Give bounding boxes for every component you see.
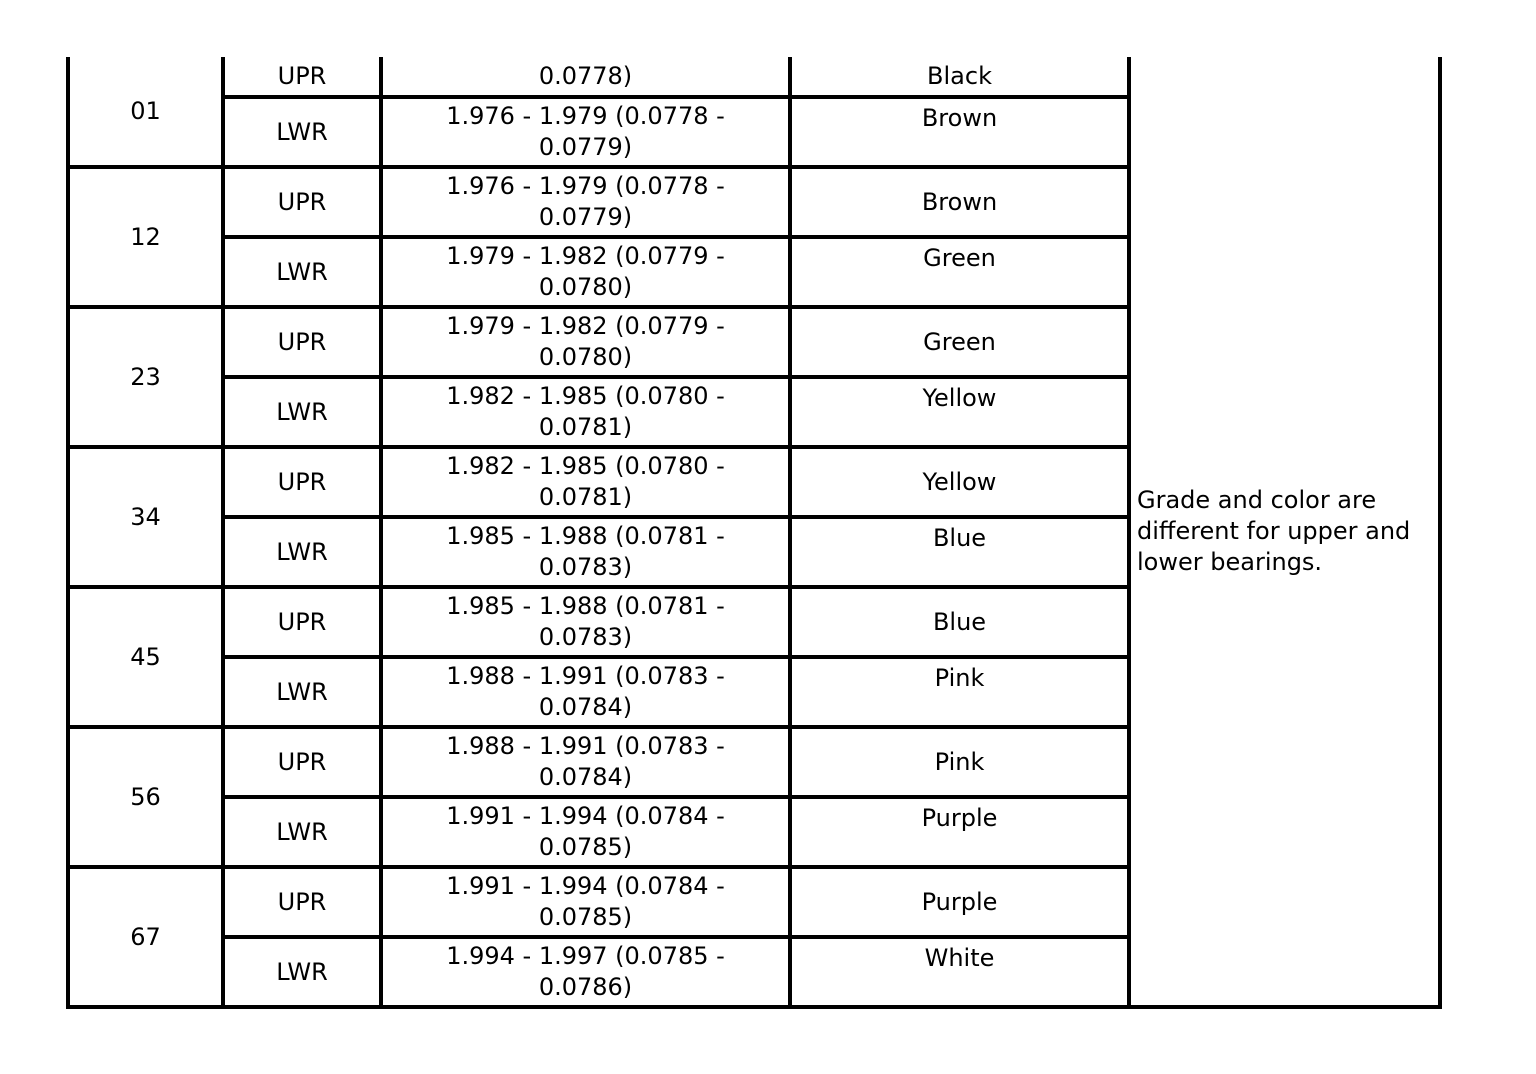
grade-cell: 45 xyxy=(68,587,223,727)
color-cell: Black xyxy=(790,57,1129,97)
color-cell: Pink xyxy=(790,657,1129,727)
position-cell: UPR xyxy=(223,867,381,937)
thickness-cell xyxy=(381,587,790,657)
thickness-text: 1.991 - 1.994 (0.0784 - 0.0785) xyxy=(446,802,725,861)
thickness-cell xyxy=(381,937,790,1007)
position-cell: LWR xyxy=(223,377,381,447)
thickness-cell xyxy=(381,867,790,937)
grade-cell: 12 xyxy=(68,167,223,307)
thickness-text: 1.982 - 1.985 (0.0780 - 0.0781) xyxy=(446,382,725,441)
thickness-text: 1.988 - 1.991 (0.0783 - 0.0784) xyxy=(446,732,725,791)
thickness-cell xyxy=(381,307,790,377)
position-cell: LWR xyxy=(223,97,381,167)
thickness-cell xyxy=(381,797,790,867)
grade-cell: 23 xyxy=(68,307,223,447)
grade-cell: 01 xyxy=(68,57,223,167)
thickness-text: 1.985 - 1.988 (0.0781 - 0.0783) xyxy=(446,522,725,581)
thickness-text: 1.988 - 1.991 (0.0783 - 0.0784) xyxy=(446,662,725,721)
thickness-text: 1.982 - 1.985 (0.0780 - 0.0781) xyxy=(446,452,725,511)
remark-cell: Grade and color are different for upper and lower bearings. xyxy=(1129,57,1440,1007)
grade-cell: 67 xyxy=(68,867,223,1007)
position-cell: UPR xyxy=(223,587,381,657)
position-cell: UPR xyxy=(223,57,381,97)
thickness-cell xyxy=(381,657,790,727)
thickness-text: 1.994 - 1.997 (0.0785 - 0.0786) xyxy=(446,942,725,1001)
thickness-cell xyxy=(381,727,790,797)
thickness-text: 1.979 - 1.982 (0.0779 - 0.0780) xyxy=(446,312,725,371)
color-cell: Pink xyxy=(790,727,1129,797)
color-cell: Green xyxy=(790,237,1129,307)
position-cell: LWR xyxy=(223,517,381,587)
thickness-cell xyxy=(381,237,790,307)
color-cell: Yellow xyxy=(790,377,1129,447)
position-cell: LWR xyxy=(223,937,381,1007)
thickness-text: 1.976 - 1.979 (0.0778 - 0.0779) xyxy=(446,102,725,161)
color-cell: White xyxy=(790,937,1129,1007)
thickness-text: 1.991 - 1.994 (0.0784 - 0.0785) xyxy=(446,872,725,931)
thickness-text: 1.979 - 1.982 (0.0779 - 0.0780) xyxy=(446,242,725,301)
table-row xyxy=(68,57,1440,97)
thickness-cell xyxy=(381,167,790,237)
color-cell: Purple xyxy=(790,867,1129,937)
position-cell: LWR xyxy=(223,237,381,307)
position-cell: UPR xyxy=(223,447,381,517)
grade-cell: 34 xyxy=(68,447,223,587)
color-cell: Blue xyxy=(790,517,1129,587)
position-cell: UPR xyxy=(223,727,381,797)
table-body xyxy=(68,57,1440,1007)
thickness-text: 0.0778) xyxy=(538,61,633,90)
position-cell: UPR xyxy=(223,167,381,237)
position-cell: LWR xyxy=(223,657,381,727)
position-cell: LWR xyxy=(223,797,381,867)
color-cell: Yellow xyxy=(790,447,1129,517)
thickness-cell xyxy=(381,447,790,517)
thickness-text: 1.976 - 1.979 (0.0778 - 0.0779) xyxy=(446,172,725,231)
thickness-text: 1.985 - 1.988 (0.0781 - 0.0783) xyxy=(446,592,725,651)
grade-cell: 56 xyxy=(68,727,223,867)
color-cell: Blue xyxy=(790,587,1129,657)
thickness-cell xyxy=(381,377,790,447)
position-cell: UPR xyxy=(223,307,381,377)
color-cell: Brown xyxy=(790,167,1129,237)
thickness-cell xyxy=(381,97,790,167)
bearing-grade-table xyxy=(66,57,1442,1009)
thickness-cell xyxy=(381,517,790,587)
thickness-cell xyxy=(381,57,790,97)
color-cell: Green xyxy=(790,307,1129,377)
color-cell: Brown xyxy=(790,97,1129,167)
color-cell: Purple xyxy=(790,797,1129,867)
